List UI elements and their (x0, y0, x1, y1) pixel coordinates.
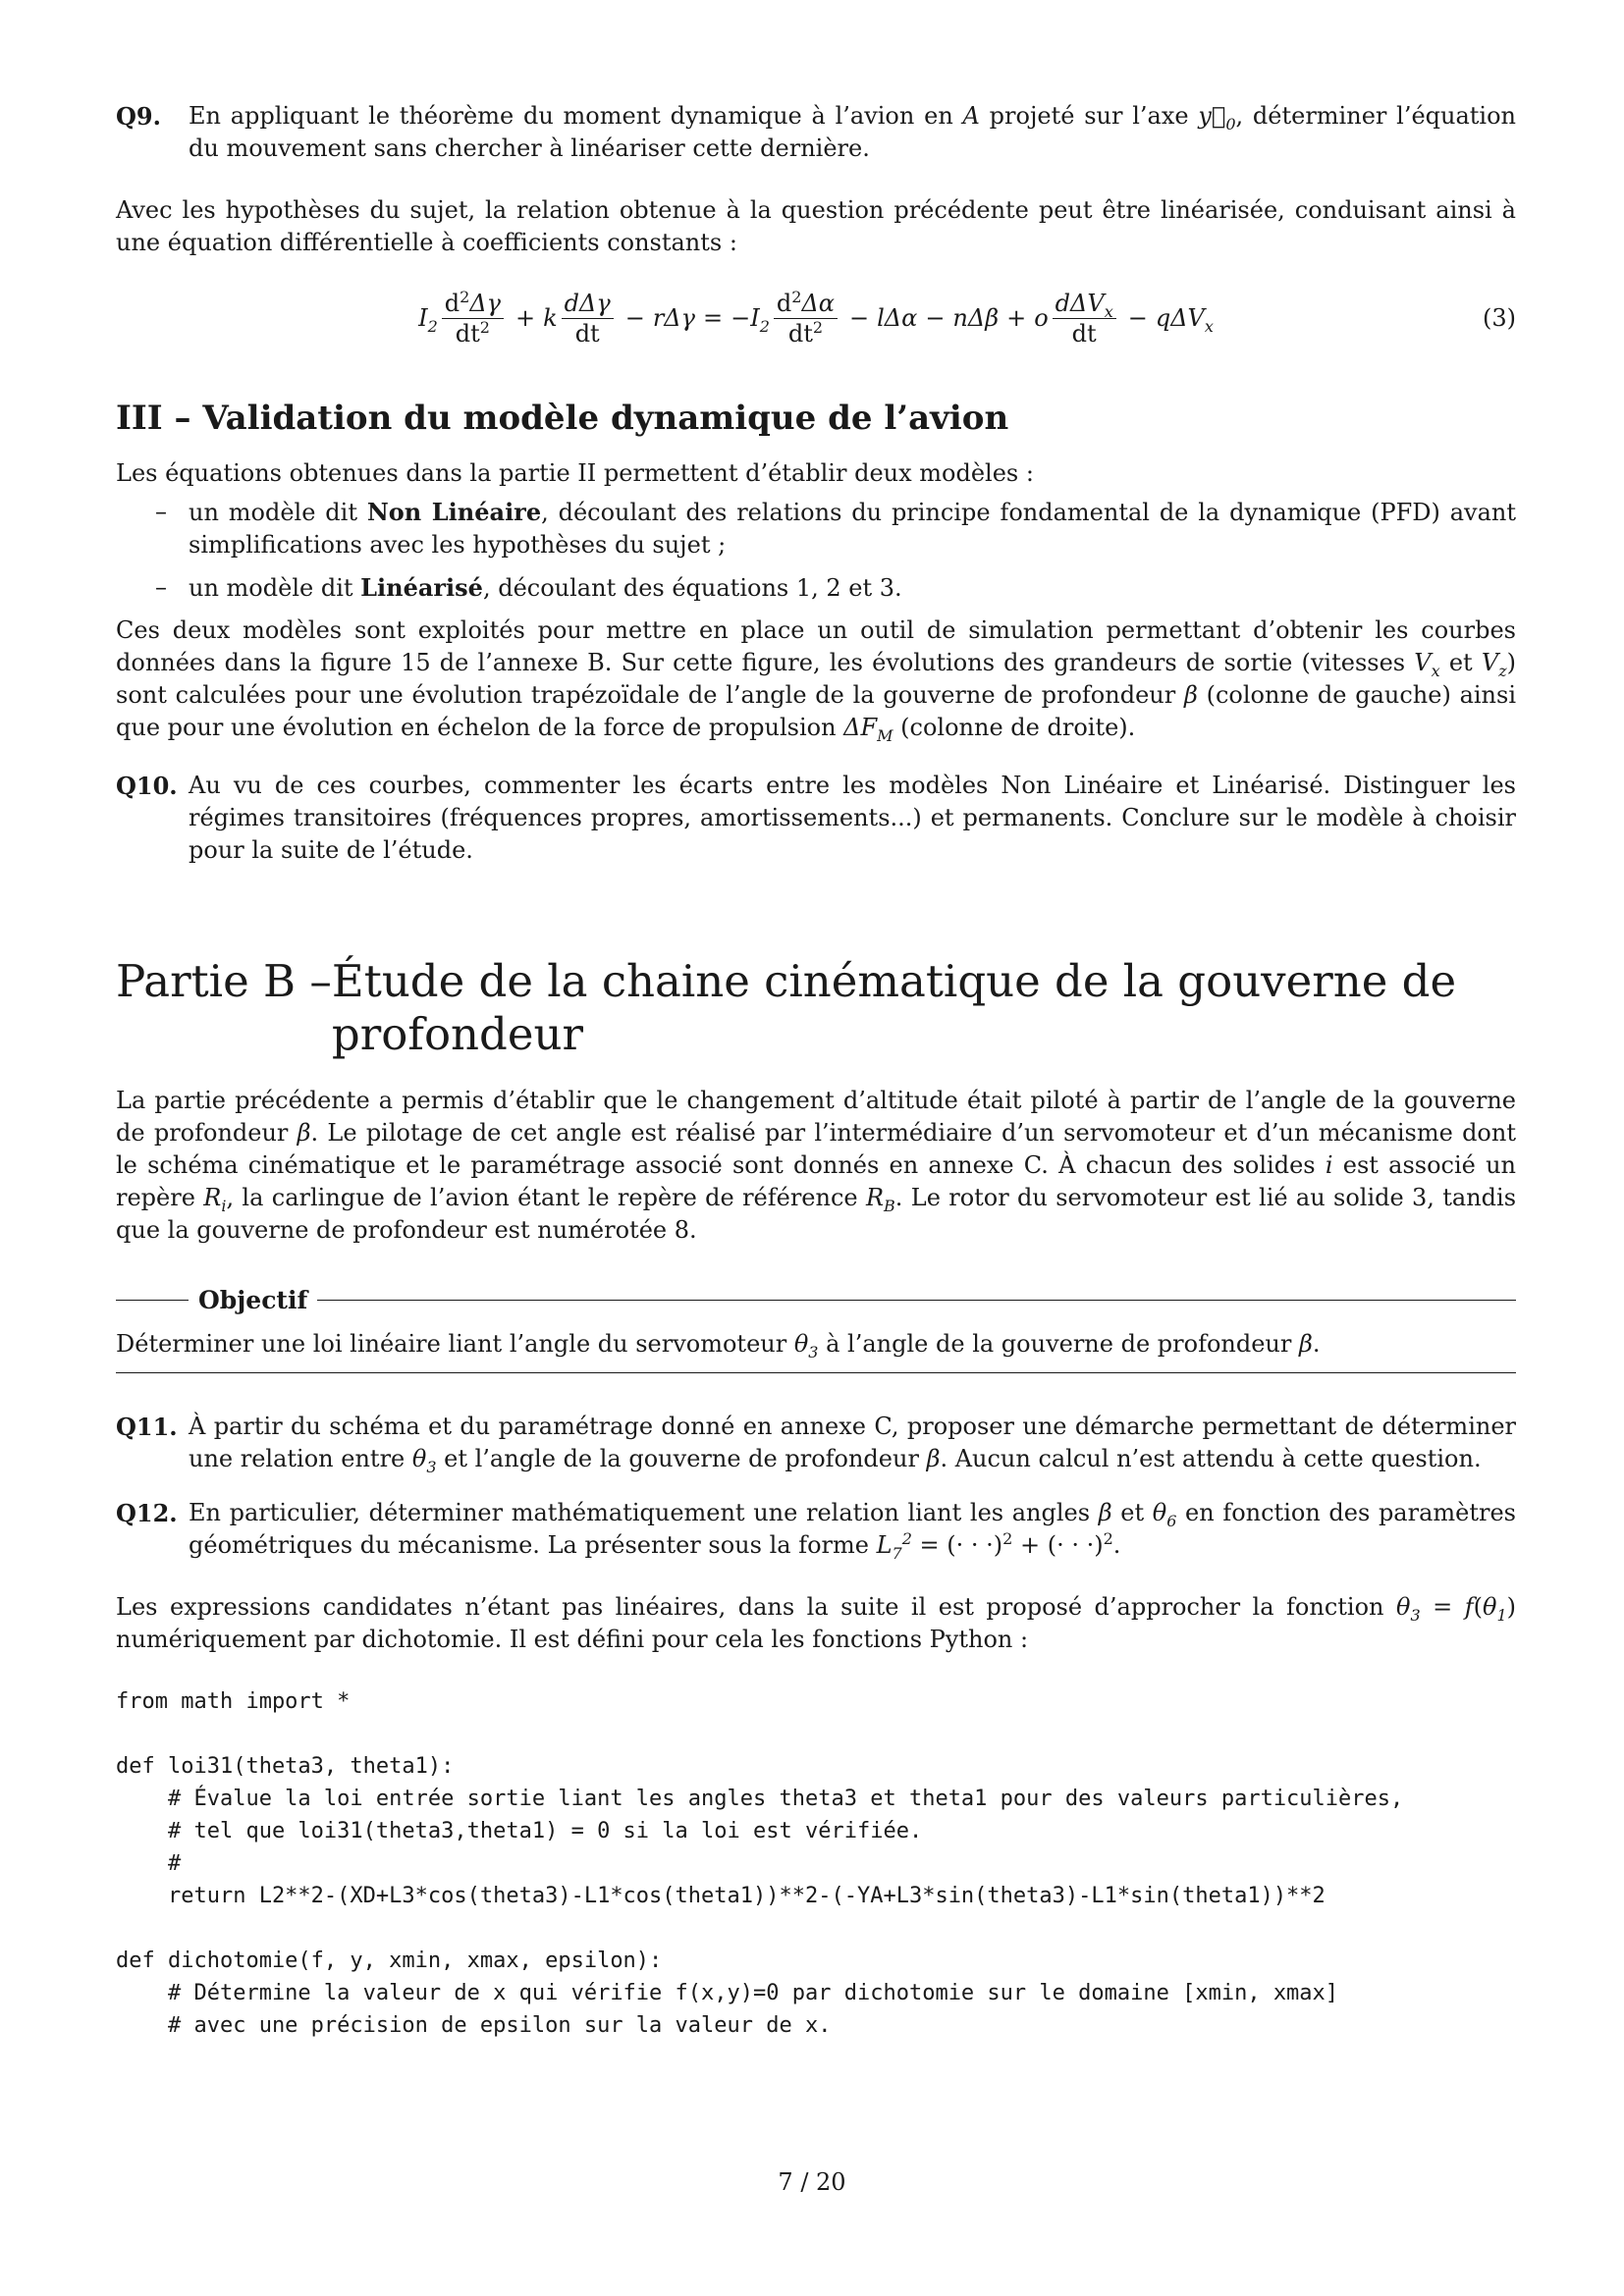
superscript: 2 (479, 317, 490, 337)
text-run: un modèle dit (189, 499, 367, 526)
math-beta: β (1299, 1330, 1313, 1358)
symbol: θ (1152, 1499, 1167, 1526)
subscript: 7 (892, 1543, 902, 1563)
text-run: (colonne de gauche) ainsi que pour une évolution en échelon de la force de propulsion (116, 681, 1516, 741)
rule (116, 1300, 189, 1301)
text-run: Déterminer une loi linéaire liant l’angle du servomoteur (116, 1330, 794, 1358)
text-run: , découlant des équations 1, 2 et 3. (482, 574, 902, 602)
superscript: 2 (901, 1529, 912, 1548)
operator-plus: + (515, 303, 536, 332)
code-dichotomie: def dichotomie(f, y, xmin, xmax, epsilon): # Détermine la valeur de x qui vérifie f(x,y)=0 par dichotomie sur le domaine [xmin, xmax] # avec une précision de epsilon sur la valeur de x. (116, 1949, 1339, 2038)
text-run: est associé un repère (116, 1151, 1516, 1211)
eq-fraction-4 (774, 289, 838, 348)
section-heading-iii: III – Validation du modèle dynamique de l’avion (116, 399, 1009, 438)
text-run: ) (1506, 1593, 1516, 1621)
rule (317, 1300, 1516, 1301)
symbol: θ (793, 1330, 809, 1358)
paragraph-dichotomie (116, 1591, 1516, 1656)
question-label: Q11. (116, 1413, 178, 1441)
operator-minus: − (925, 303, 946, 332)
d-symbol: d (776, 289, 792, 317)
text-run: Ces deux modèles sont exploités pour mettre en place un outil de simulation permettant d’obtenir les courbes données dans la figure 15 de l’annexe B. Sur cette figure, les évolutions des grandeurs de sortie (vitesses (116, 616, 1516, 676)
model-list (116, 496, 1516, 605)
subscript: M (877, 725, 893, 745)
axis-symbol: y⃗ (1198, 102, 1226, 130)
question-q11 (116, 1411, 1516, 1475)
text-run: numériquement par dichotomie. Il est défini pour cela les fonctions Python : (116, 1626, 1029, 1653)
axis-subscript: 0 (1225, 114, 1236, 133)
math-vz (1481, 649, 1507, 680)
math-theta3 (411, 1445, 437, 1476)
objective-text (116, 1328, 1516, 1361)
list-item (155, 496, 1516, 561)
symbol: −I (731, 303, 760, 332)
question-q12 (116, 1497, 1516, 1562)
variable: Δγ (469, 289, 502, 317)
text-run: ( (1473, 1593, 1483, 1621)
question-q10 (116, 770, 1516, 867)
text-run: Les expressions candidates n’étant pas linéaires, dans la suite il est proposé d’approcher la fonction (116, 1593, 1396, 1621)
page-number: 7 / 20 (778, 2168, 846, 2196)
variable: dΔV (1055, 289, 1105, 317)
text-run: ) sont calculées pour une évolution trapézoïdale de l’angle de la gouverne de profondeur (116, 649, 1516, 709)
objective-header (116, 1284, 1516, 1316)
subscript: 3 (1410, 1605, 1421, 1625)
question-label: Q12. (116, 1499, 178, 1527)
subscript: 2 (759, 316, 770, 336)
superscript: 2 (791, 287, 802, 306)
text-run: et l’angle de la gouverne de profondeur (436, 1445, 927, 1472)
subscript: i (221, 1196, 227, 1215)
text-run: À partir du schéma et du paramétrage donné en annexe C, proposer une démarche permettant de déterminer une relation entre (189, 1413, 1516, 1472)
objective-body (116, 1316, 1516, 1372)
part-label: Partie B – (116, 955, 332, 1007)
text-run: . (1312, 1330, 1321, 1358)
text-run: un modèle dit (189, 574, 361, 602)
math-beta: β (1183, 681, 1198, 709)
subscript: x (1431, 661, 1440, 680)
math-f: f (1464, 1593, 1474, 1621)
text-run: = (· · ·) (911, 1531, 1003, 1559)
text-run: en fonction des paramètres géométriques du mécanisme. La présenter sous la forme (189, 1499, 1516, 1559)
subscript: x (1204, 316, 1214, 336)
dt: dt (787, 319, 813, 347)
symbol: θ (411, 1445, 427, 1472)
symbol: θ (1395, 1593, 1411, 1621)
math-dfm (843, 714, 893, 745)
math-vx (1414, 649, 1440, 680)
text-run: . Le rotor du servomoteur est lié au solide 3, tandis que la gouverne de profondeur est numérotée 8. (116, 1184, 1517, 1244)
superscript: 2 (1103, 1529, 1113, 1548)
numerator (442, 289, 504, 319)
numerator (1053, 289, 1116, 319)
text-run: = (1420, 1593, 1465, 1621)
operator-plus: + (1006, 303, 1027, 332)
denominator: dt (574, 319, 600, 347)
text-run: et (1111, 1499, 1153, 1526)
denominator (453, 319, 493, 348)
text-run: . Aucun calcul n’est attendu à cette question. (940, 1445, 1482, 1472)
superscript: 2 (1002, 1529, 1013, 1548)
text-run: . Le pilotage de cet angle est réalisé par l’intermédiaire d’un servomoteur et d’un mécanisme dont le schéma cinématique et le paramétrage associé sont donnés en annexe C. À chacun des solides (116, 1119, 1516, 1179)
math-beta: β (297, 1119, 311, 1147)
eq-term-5: lΔα (877, 303, 918, 332)
text-run: , déterminer l’équation du mouvement sans chercher à linéariser cette dernière. (189, 102, 1517, 162)
dt: dt (455, 319, 480, 347)
question-text (189, 1411, 1516, 1475)
part-heading-b (116, 955, 1516, 1061)
question-text (189, 1497, 1516, 1562)
bold-term: Linéarisé (360, 573, 483, 602)
math-rb (865, 1184, 895, 1215)
subscript: 3 (426, 1457, 437, 1476)
subscript: 6 (1166, 1511, 1177, 1530)
part-title: Étude de la chaine cinématique de la gouverne de profondeur (331, 955, 1457, 1060)
math-axis (1198, 102, 1236, 133)
text-run: , découlant des relations du principe fondamental de la dynamique (PFD) avant simplifications avec les hypothèses du sujet ; (189, 499, 1516, 559)
text-run: , la carlingue de l’avion étant le repère de référence (226, 1184, 866, 1211)
code-import: from math import * (116, 1689, 351, 1714)
paragraph-simulation (116, 614, 1516, 744)
eq-term-4-coef (731, 302, 770, 335)
dash-bullet: – (155, 573, 167, 601)
math-theta1 (1482, 1593, 1507, 1625)
eq-term-3: rΔγ (652, 303, 695, 332)
text-run: projeté sur l’axe (979, 102, 1199, 130)
symbol: V (1414, 649, 1432, 676)
eq-term-2-coef: k (543, 303, 558, 332)
objective-title: Objectif (198, 1286, 308, 1314)
question-text (189, 100, 1516, 165)
symbol: θ (1482, 1593, 1497, 1621)
variable: qΔV (1155, 303, 1205, 332)
operator-minus: − (1127, 303, 1148, 332)
eq-fraction-2 (562, 289, 614, 348)
question-label: Q10. (116, 772, 178, 800)
eq-fraction-7 (1053, 289, 1116, 348)
symbol: I (418, 303, 428, 332)
math-beta: β (926, 1445, 941, 1472)
symbol: V (1481, 649, 1499, 676)
subscript: 3 (808, 1342, 819, 1362)
numerator (774, 289, 838, 319)
numerator: dΔγ (562, 289, 614, 319)
subscript: B (884, 1196, 895, 1215)
text-run: La partie précédente a permis d’établir que le changement d’altitude était piloté à partir de l’angle de la gouverne de profondeur (116, 1087, 1516, 1147)
superscript: 2 (460, 287, 470, 306)
d-symbol: d (444, 289, 460, 317)
question-q9 (116, 100, 1516, 165)
text-run: et (1439, 649, 1482, 676)
math-point: A (962, 102, 980, 130)
operator-minus: − (848, 303, 870, 332)
paragraph-linearise: Avec les hypothèses du sujet, la relation obtenue à la question précédente peut être linéarisée, conduisant ainsi à une équation différentielle à coefficients constants : (116, 196, 1516, 256)
math-beta: β (1098, 1499, 1112, 1526)
operator-equals: = (702, 303, 724, 332)
math-i: i (1325, 1151, 1333, 1179)
subscript: 1 (1496, 1605, 1507, 1625)
superscript: 2 (812, 317, 824, 337)
question-label: Q9. (116, 102, 161, 131)
eq-term-7-coef: o (1034, 303, 1049, 332)
equation-3 (116, 277, 1516, 359)
symbol: R (203, 1184, 222, 1211)
math-theta6 (1152, 1499, 1177, 1530)
subscript: z (1498, 661, 1507, 680)
denominator (785, 319, 826, 348)
text-run: à l’angle de la gouverne de profondeur (818, 1330, 1299, 1358)
dash-bullet: – (155, 498, 167, 525)
variable: Δα (801, 289, 835, 317)
symbol: L (876, 1531, 893, 1559)
objective-bottom-rule (116, 1372, 1516, 1373)
text-run: . (1112, 1531, 1121, 1559)
eq-term-8 (1156, 302, 1214, 335)
paragraph-partb-intro (116, 1085, 1516, 1247)
math-theta3 (793, 1330, 819, 1362)
question-text: Au vu de ces courbes, commenter les écarts entre les modèles Non Linéaire et Linéarisé. Distinguer les régimes transitoires (fréquences propres, amortissements...) et permanents. Conclure sur le modèle à choisir pour la suite de l’étude. (189, 772, 1516, 864)
operator-minus: − (624, 303, 645, 332)
math-ri (203, 1184, 227, 1215)
subscript: x (1104, 301, 1113, 321)
denominator: dt (1071, 319, 1097, 347)
text-run: (colonne de droite). (893, 714, 1136, 741)
equation-body (418, 289, 1214, 348)
symbol: ΔF (843, 714, 878, 741)
math-theta3 (1395, 1593, 1421, 1625)
text-run: + (· · ·) (1012, 1531, 1104, 1559)
text-run: En appliquant le théorème du moment dynamique à l’avion en (189, 102, 963, 130)
code-loi31: def loi31(theta3, theta1): # Évalue la loi entrée sortie liant les angles theta3 et theta1 pour des valeurs particulières, # tel que loi31(theta3,theta1) = 0 si la loi est vérifiée. # return L2**2-(XD+L3*cos(theta3)-L1*cos(theta1))**2-(-YA+L3*sin(theta3)-L1*sin(theta1))**2 (116, 1754, 1404, 1908)
subscript: 2 (427, 316, 438, 336)
list-item (155, 571, 1516, 605)
bold-term: Non Linéaire (366, 498, 542, 526)
text-run: En particulier, déterminer mathématiquement une relation liant les angles (189, 1499, 1099, 1526)
symbol: R (865, 1184, 885, 1211)
section-intro: Les équations obtenues dans la partie II permettent d’établir deux modèles : (116, 459, 1034, 487)
objective-box (116, 1284, 1516, 1373)
eq-term-1-coef (418, 302, 438, 335)
equation-number: (3) (1483, 304, 1516, 332)
eq-term-6: nΔβ (952, 303, 1000, 332)
eq-fraction-1 (442, 289, 504, 348)
math-l7 (876, 1529, 912, 1563)
